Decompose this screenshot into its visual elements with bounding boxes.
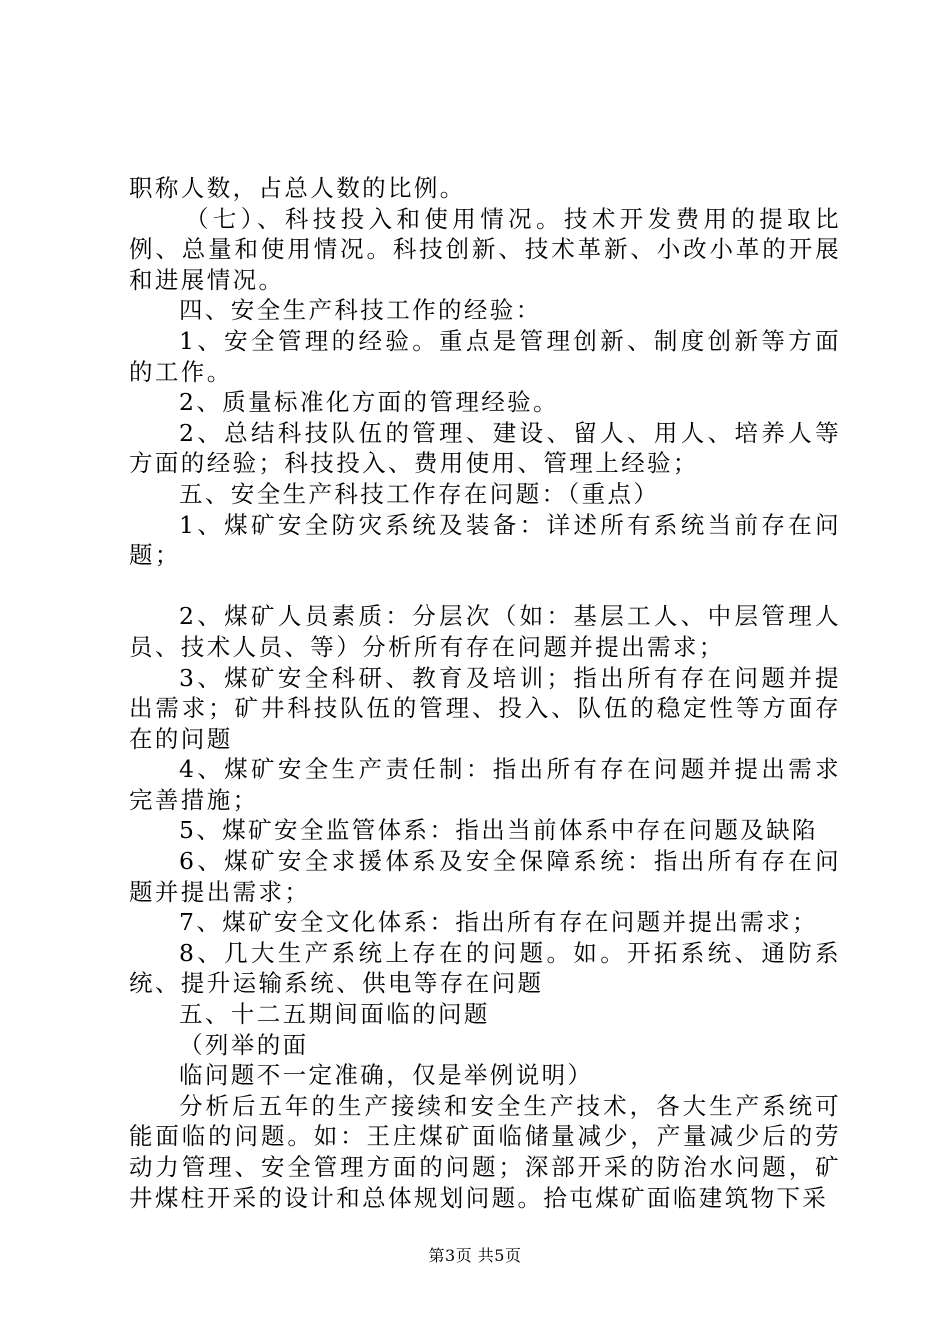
paragraph: 1、煤矿安全防灾系统及装备：详述所有系统当前存在问题；	[129, 510, 841, 570]
paragraph: 4、煤矿安全生产责任制：指出所有存在问题并提出需求完善措施；	[129, 755, 841, 814]
paragraph: 临问题不一定准确，仅是举例说明）	[179, 1061, 594, 1090]
document-body	[129, 173, 841, 1213]
paragraph: 2、质量标准化方面的管理经验。	[179, 388, 559, 417]
paragraph: 2、煤矿人员素质：分层次（如：基层工人、中层管理人员、技术人员、等）分析所有存在问题并提出需求；	[129, 602, 841, 661]
section-heading: 五、十二五期间面临的问题	[179, 1000, 490, 1029]
paragraph: 3、煤矿安全科研、教育及培训；指出所有存在问题并提出需求；矿井科技队伍的管理、投入、队伍的稳定性等方面存在的问题	[129, 663, 841, 753]
paragraph: 7、煤矿安全文化体系：指出所有存在问题并提出需求；	[179, 908, 818, 937]
section-heading: 四、安全生产科技工作的经验：	[179, 296, 542, 325]
paragraph: 5、煤矿安全监管体系：指出当前体系中存在问题及缺陷	[179, 816, 818, 845]
paragraph: 8、几大生产系统上存在的问题。如。开拓系统、通防系统、提升运输系统、供电等存在问题	[129, 938, 841, 998]
paragraph: （七）、科技投入和使用情况。技术开发费用的提取比例、总量和使用情况。科技创新、技术革新、小改小革的开展和进展情况。	[129, 204, 841, 294]
paragraph: 6、煤矿安全求援体系及安全保障系统：指出所有存在问题并提出需求；	[129, 847, 841, 906]
page-footer: 第3页 共5页	[428, 1246, 522, 1265]
paragraph: 分析后五年的生产接续和安全生产技术，各大生产系统可能面临的问题。如：王庄煤矿面临储量减少，产量减少后的劳动力管理、安全管理方面的问题；深部开采的防治水问题，矿井煤柱开采的设计和总体规划问题。拾屯煤矿面临建筑物下采	[129, 1091, 841, 1212]
paragraph: 2、总结科技队伍的管理、建设、留人、用人、培养人等方面的经验；科技投入、费用使用、管理上经验；	[129, 418, 841, 478]
section-heading: 五、安全生产科技工作存在问题：（重点）	[179, 479, 660, 508]
paragraph: （列举的面	[179, 1030, 309, 1059]
paragraph: 职称人数，占总人数的比例。	[129, 174, 466, 202]
paragraph: 1、安全管理的经验。重点是管理创新、制度创新等方面的工作。	[129, 326, 841, 386]
